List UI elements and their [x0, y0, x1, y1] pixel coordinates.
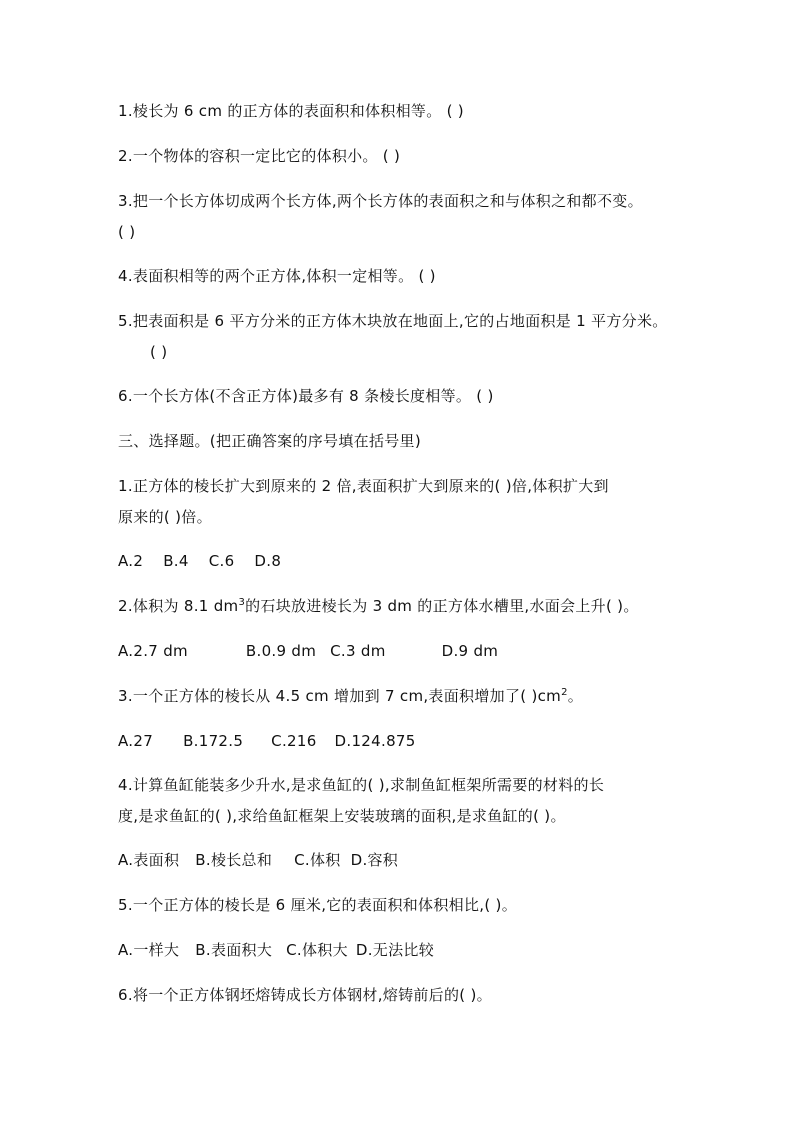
option-d: D.容积 — [350, 851, 399, 869]
choice-question-3-suffix: 。 — [567, 687, 584, 705]
judge-question-5-line-2: ( ) — [150, 343, 168, 361]
judge-question-6: 6.一个长方体(不含正方体)最多有 8 条棱长度相等。 ( ) — [118, 387, 494, 405]
choice-question-4-line-1: 4.计算鱼缸能装多少升水,是求鱼缸的( ),求制鱼缸框架所需要的材料的长 — [118, 776, 605, 794]
judge-question-3-line-1: 3.把一个长方体切成两个长方体,两个长方体的表面积之和与体积之和都不变。 — [118, 192, 643, 210]
judge-question-5-line-1: 5.把表面积是 6 平方分米的正方体木块放在地面上,它的占地面积是 1 平方分米。 — [118, 312, 668, 330]
option-c: C.216 — [271, 732, 317, 750]
option-b: B.172.5 — [183, 732, 244, 750]
option-b: B.4 — [163, 552, 189, 570]
choice-question-2-options — [118, 641, 498, 661]
choice-question-2 — [118, 596, 639, 616]
option-b: B.棱长总和 — [195, 851, 273, 869]
judge-question-2: 2.一个物体的容积一定比它的体积小。 ( ) — [118, 147, 401, 165]
choice-question-6: 6.将一个正方体钢坯熔铸成长方体钢材,熔铸前后的( )。 — [118, 986, 492, 1004]
judge-question-1: 1.棱长为 6 cm 的正方体的表面积和体积相等。 ( ) — [118, 102, 464, 120]
option-a: A.表面积 — [118, 851, 180, 869]
option-d: D.124.875 — [334, 732, 416, 750]
choice-question-3 — [118, 686, 583, 706]
option-b: B.0.9 dm — [245, 642, 317, 660]
square-superscript: 2 — [561, 687, 568, 698]
choice-question-2-prefix: 2.体积为 8.1 dm — [118, 597, 239, 615]
option-a: A.2 — [118, 552, 144, 570]
option-b: B.表面积大 — [195, 941, 273, 959]
option-a: A.2.7 dm — [118, 642, 188, 660]
choice-question-1-line-2: 原来的( )倍。 — [118, 508, 212, 526]
choice-question-4-options — [118, 850, 398, 870]
option-c: C.6 — [208, 552, 235, 570]
choice-question-1-line-1: 1.正方体的棱长扩大到原来的 2 倍,表面积扩大到原来的( )倍,体积扩大到 — [118, 477, 609, 495]
choice-question-4-line-2: 度,是求鱼缸的( ),求给鱼缸框架上安装玻璃的面积,是求鱼缸的( )。 — [118, 807, 566, 825]
judge-question-4: 4.表面积相等的两个正方体,体积一定相等。 ( ) — [118, 267, 436, 285]
judge-question-3-line-2: ( ) — [118, 223, 136, 241]
choice-question-5: 5.一个正方体的棱长是 6 厘米,它的表面积和体积相比,( )。 — [118, 896, 518, 914]
cubic-superscript: 3 — [238, 597, 246, 608]
option-d: D.无法比较 — [355, 941, 435, 959]
choice-question-1-options — [118, 551, 281, 571]
option-a: A.一样大 — [118, 941, 180, 959]
option-d: D.9 dm — [441, 642, 499, 660]
section-heading: 三、选择题。(把正确答案的序号填在括号里) — [118, 432, 422, 450]
choice-question-3-prefix: 3.一个正方体的棱长从 4.5 cm 增加到 7 cm,表面积增加了( )cm — [118, 687, 562, 705]
option-a: A.27 — [118, 732, 154, 750]
option-c: C.3 dm — [330, 642, 386, 660]
choice-question-2-suffix: 的石块放进棱长为 3 dm 的正方体水槽里,水面会上升( )。 — [245, 597, 639, 615]
choice-question-3-options — [118, 731, 416, 751]
option-c: C.体积大 — [286, 941, 348, 959]
option-d: D.8 — [254, 552, 282, 570]
choice-question-5-options — [118, 940, 434, 960]
option-c: C.体积 — [294, 851, 341, 869]
